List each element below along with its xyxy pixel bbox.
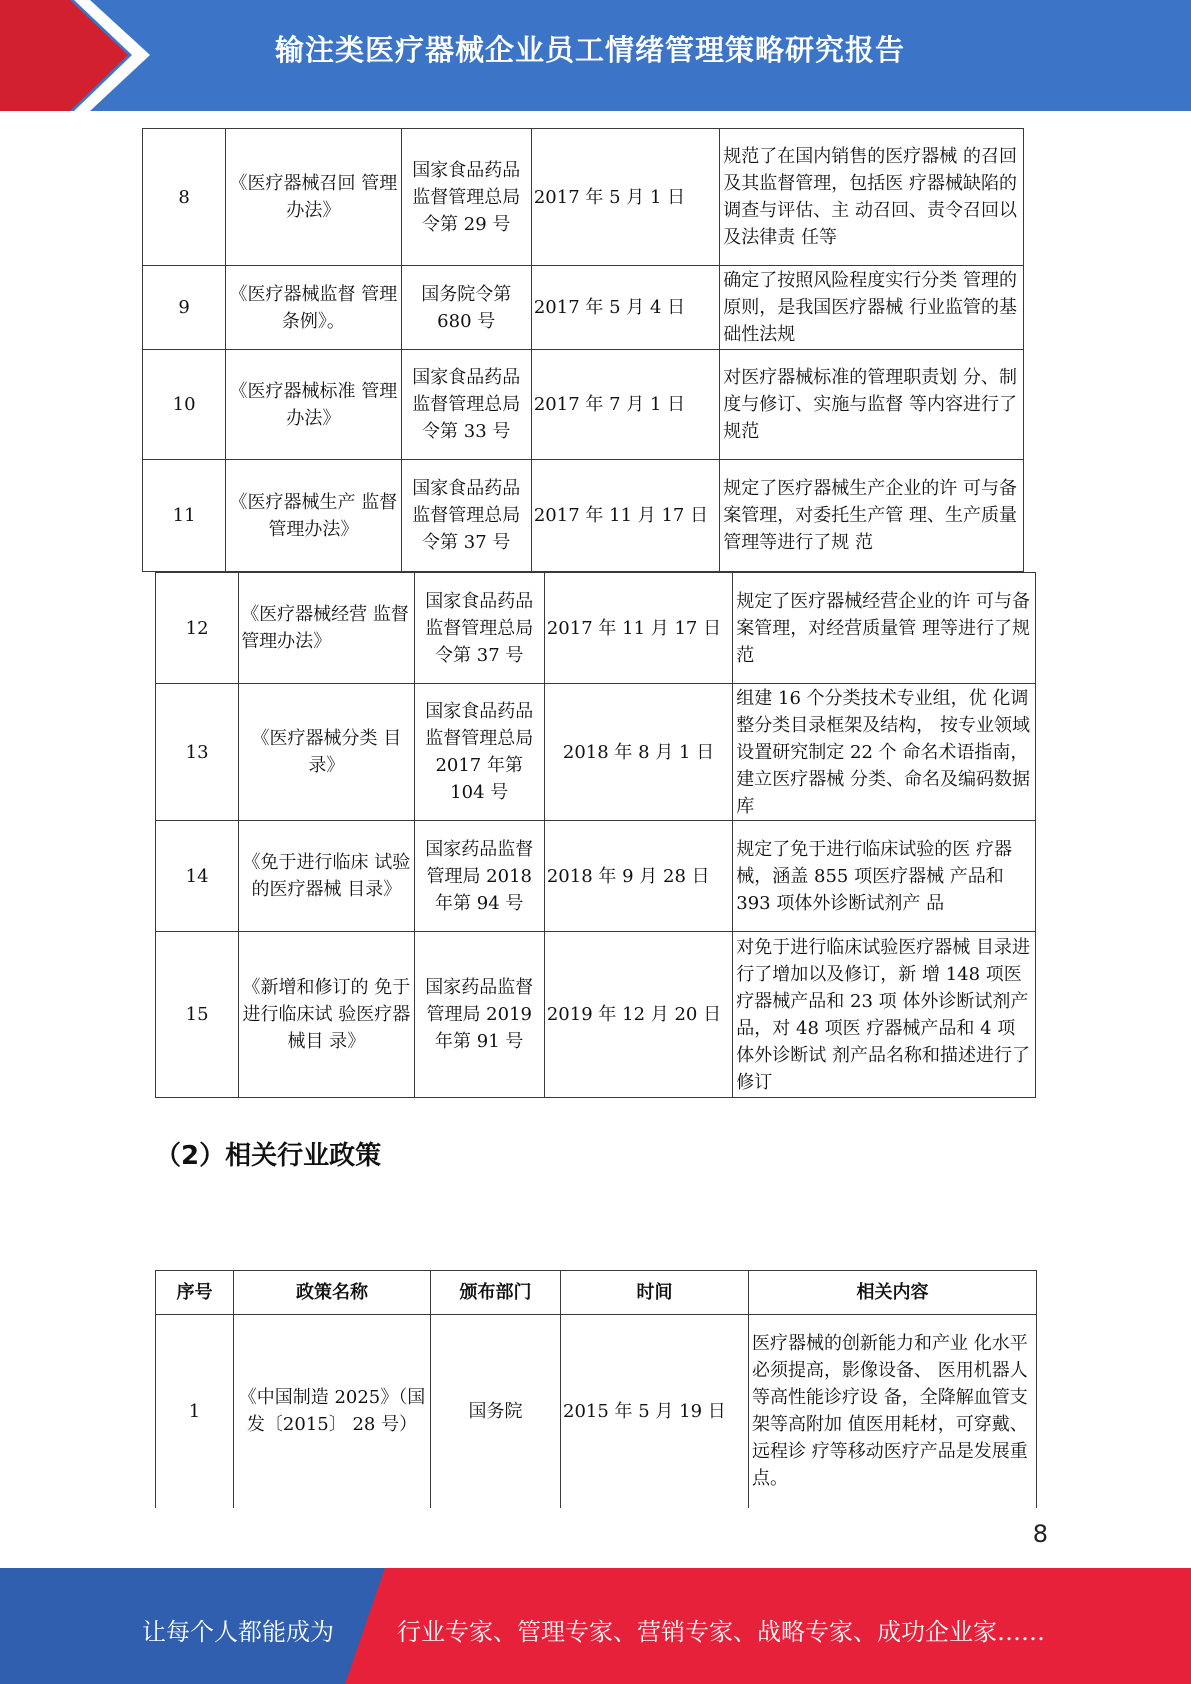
issuing-department: 国务院令第 680 号 [401, 266, 531, 350]
issuing-department: 国家食品药品监督管理总局令第 33 号 [401, 350, 531, 460]
page-header [0, 0, 1191, 111]
effective-date: 2017 年 11 月 17 日 [531, 460, 719, 572]
issuing-department: 国务院 [431, 1315, 561, 1508]
section-title: （2）相关行业政策 [155, 1141, 382, 1171]
regulation-name: 《医疗器械生产 监督管理办法》 [226, 460, 401, 572]
row-number: 11 [143, 460, 226, 572]
row-number: 12 [156, 573, 239, 684]
page-footer [0, 1568, 1191, 1684]
row-number: 1 [156, 1315, 234, 1508]
regulation-content: 规定了医疗器械经营企业的许 可与备案管理，对经营质量管 理等进行了规范 [733, 573, 1036, 684]
issuing-department: 国家食品药品监督管理总局 2017 年第 104 号 [414, 684, 544, 821]
regulations-table-part2 [155, 572, 1036, 1098]
regulations-table-part1 [142, 128, 1024, 572]
table-row [143, 266, 1024, 350]
table-row [156, 821, 1036, 932]
policy-table [155, 1270, 1037, 1508]
row-number: 9 [143, 266, 226, 350]
regulation-name: 《医疗器械标准 管理办法》 [226, 350, 401, 460]
effective-date: 2017 年 5 月 4 日 [531, 266, 719, 350]
effective-date: 2017 年 5 月 1 日 [531, 129, 719, 266]
effective-date: 2017 年 7 月 1 日 [531, 350, 719, 460]
issuing-department: 国家食品药品监督管理总局令第 29 号 [401, 129, 531, 266]
column-header-number: 序号 [156, 1271, 234, 1315]
report-title: 输注类医疗器械企业员工情绪管理策略研究报告 [275, 33, 906, 67]
table-row [143, 460, 1024, 572]
table-row [143, 129, 1024, 266]
issuing-department: 国家食品药品监督管理总局令第 37 号 [414, 573, 544, 684]
regulation-content: 规范了在国内销售的医疗器械 的召回及其监督管理，包括医 疗器械缺陷的调查与评估、主 动召回、责令召回以及法律责 任等 [720, 129, 1024, 266]
table-row [156, 573, 1036, 684]
table-row [143, 350, 1024, 460]
row-number: 15 [156, 932, 239, 1098]
table-row [156, 932, 1036, 1098]
column-header-date: 时间 [561, 1271, 749, 1315]
regulation-content: 确定了按照风险程度实行分类 管理的原则，是我国医疗器械 行业监管的基础性法规 [720, 266, 1024, 350]
header-arrow-decoration [0, 0, 150, 111]
policy-content: 医疗器械的创新能力和产业 化水平必须提高，影像设备、 医用机器人等高性能诊疗设 备，全降解血管支架等高附加 值医用耗材，可穿戴、远程诊 疗等移动医疗产品是发展重 点。 [749, 1315, 1037, 1508]
table-row [156, 684, 1036, 821]
page-number: 8 [1032, 1520, 1048, 1548]
effective-date: 2018 年 8 月 1 日 [544, 684, 732, 821]
column-header-policy-name: 政策名称 [234, 1271, 431, 1315]
row-number: 10 [143, 350, 226, 460]
regulation-content: 组建 16 个分类技术专业组，优 化调整分类目录框架及结构， 按专业领域设置研究制定 22 个 命名术语指南，建立医疗器械 分类、命名及编码数据库 [733, 684, 1036, 821]
table-row [156, 1315, 1037, 1508]
regulation-name: 《医疗器械监督 管理条例》。 [226, 266, 401, 350]
regulation-name: 《医疗器械分类 目录》 [239, 684, 414, 821]
regulation-content: 规定了医疗器械生产企业的许 可与备案管理，对委托生产管 理、生产质量管理等进行了规 范 [720, 460, 1024, 572]
effective-date: 2019 年 12 月 20 日 [544, 932, 732, 1098]
table-header-row [156, 1271, 1037, 1315]
effective-date: 2018 年 9 月 28 日 [544, 821, 732, 932]
column-header-content: 相关内容 [749, 1271, 1037, 1315]
regulation-content: 对医疗器械标准的管理职责划 分、制度与修订、实施与监督 等内容进行了规范 [720, 350, 1024, 460]
column-header-department: 颁布部门 [431, 1271, 561, 1315]
policy-name: 《中国制造 2025》（国发〔2015〕 28 号） [234, 1315, 431, 1508]
issuing-department: 国家药品监督管理局 2018 年第 94 号 [414, 821, 544, 932]
issuing-department: 国家药品监督管理局 2019 年第 91 号 [414, 932, 544, 1098]
regulation-name: 《免于进行临床 试验的医疗器械 目录》 [239, 821, 414, 932]
footer-slogan-right: 行业专家、管理专家、营销专家、战略专家、成功企业家…… [397, 1618, 1045, 1646]
effective-date: 2017 年 11 月 17 日 [544, 573, 732, 684]
row-number: 8 [143, 129, 226, 266]
row-number: 13 [156, 684, 239, 821]
issuing-department: 国家食品药品监督管理总局令第 37 号 [401, 460, 531, 572]
regulation-name: 《医疗器械召回 管理办法》 [226, 129, 401, 266]
row-number: 14 [156, 821, 239, 932]
regulation-content: 对免于进行临床试验医疗器械 目录进行了增加以及修订，新 增 148 项医疗器械产品和 23 项 体外诊断试剂产品，对 48 项医 疗器械产品和 4 项体外诊断试 剂产品名称和描述进行了修订 [733, 932, 1036, 1098]
regulation-name: 《新增和修订的 免于进行临床试 验医疗器械目 录》 [239, 932, 414, 1098]
regulation-content: 规定了免于进行临床试验的医 疗器械，涵盖 855 项医疗器械 产品和 393 项体外诊断试剂产 品 [733, 821, 1036, 932]
footer-slogan-left: 让每个人都能成为 [142, 1618, 334, 1646]
regulation-name: 《医疗器械经营 监督管理办法》 [239, 573, 414, 684]
issue-date: 2015 年 5 月 19 日 [561, 1315, 749, 1508]
